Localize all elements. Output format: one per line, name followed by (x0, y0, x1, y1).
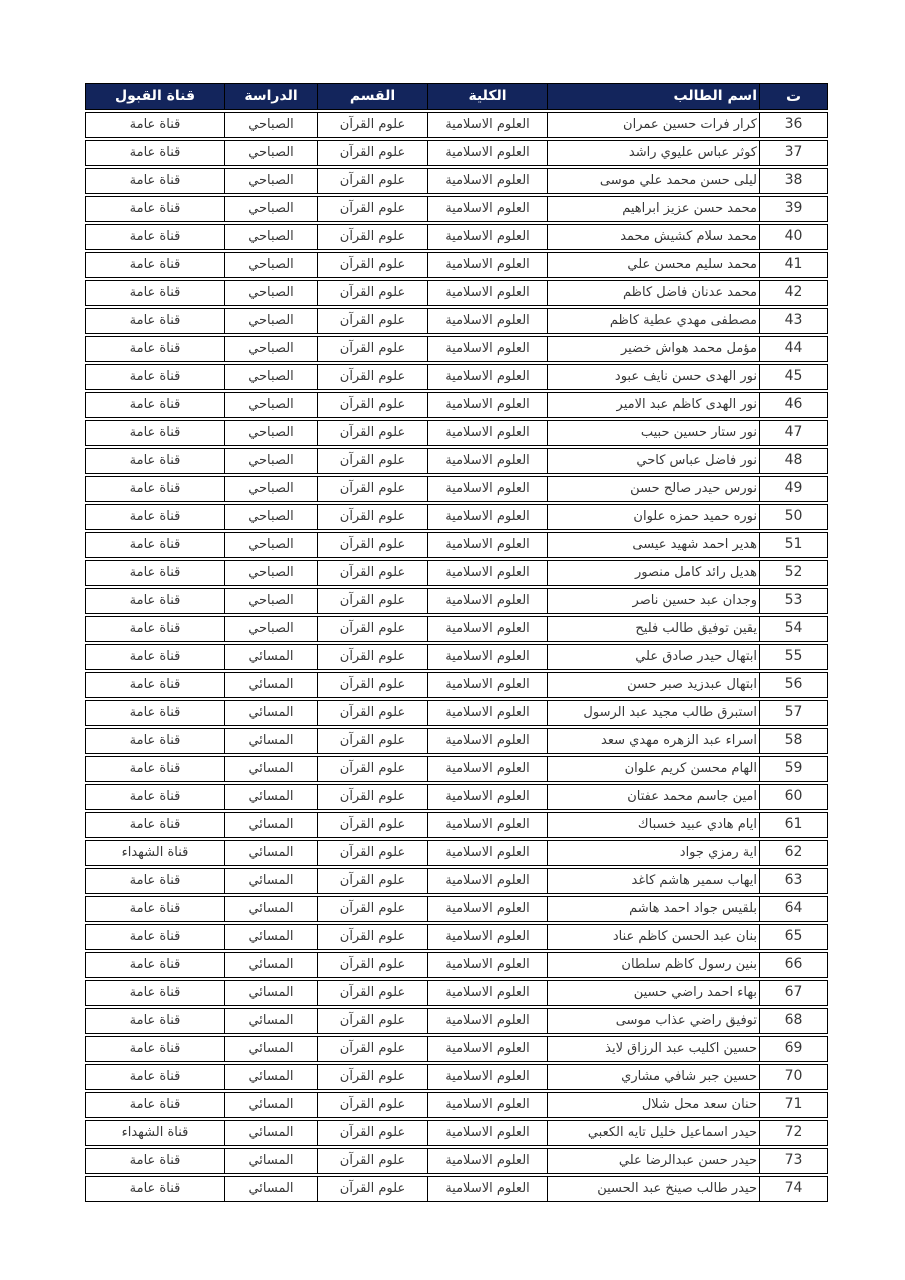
department: علوم القرآن (317, 1065, 427, 1089)
study-type: المسائي (224, 701, 317, 725)
admission-channel: قناة عامة (129, 229, 181, 244)
table-row (85, 112, 828, 138)
student-name: مؤمل محمد هواش خضير (547, 337, 759, 361)
admission-channel: قناة عامة (129, 481, 181, 496)
department: علوم القرآن (317, 1037, 427, 1061)
table-row (85, 1120, 828, 1146)
department: علوم القرآن (317, 589, 427, 613)
college: العلوم الاسلامية (427, 141, 547, 165)
department: علوم القرآن (317, 337, 427, 361)
college: العلوم الاسلامية (427, 1037, 547, 1061)
admission-channel: قناة عامة (129, 1097, 181, 1112)
row-number: 64 (759, 897, 827, 921)
department: علوم القرآن (317, 225, 427, 249)
row-number: 73 (759, 1149, 827, 1173)
college: العلوم الاسلامية (427, 589, 547, 613)
admission-channel: قناة الشهداء (121, 1125, 189, 1140)
student-name: ابتهال حيدر صادق علي (547, 645, 759, 669)
admission-channel: قناة عامة (129, 593, 181, 608)
department: علوم القرآن (317, 645, 427, 669)
student-name: كوثر عباس عليوي راشد (547, 141, 759, 165)
department: علوم القرآن (317, 141, 427, 165)
department: علوم القرآن (317, 953, 427, 977)
students-table (85, 83, 828, 1202)
table-row (85, 392, 828, 418)
study-type: الصباحي (224, 617, 317, 641)
study-type: الصباحي (224, 589, 317, 613)
department: علوم القرآن (317, 449, 427, 473)
table-row (85, 308, 828, 334)
row-number: 66 (759, 953, 827, 977)
college: العلوم الاسلامية (427, 1065, 547, 1089)
student-name: محمد عدنان فاضل كاظم (547, 281, 759, 305)
admission-channel: قناة عامة (129, 789, 181, 804)
department: علوم القرآن (317, 1093, 427, 1117)
student-name: حيدر طالب صينخ عبد الحسين (547, 1177, 759, 1201)
department: علوم القرآن (317, 841, 427, 865)
row-number: 71 (759, 1093, 827, 1117)
department: علوم القرآن (317, 1009, 427, 1033)
student-name: ليلى حسن محمد علي موسى (547, 169, 759, 193)
college: العلوم الاسلامية (427, 673, 547, 697)
college: العلوم الاسلامية (427, 925, 547, 949)
admission-channel: قناة عامة (129, 985, 181, 1000)
study-type: الصباحي (224, 365, 317, 389)
row-number: 43 (759, 309, 827, 333)
table-row (85, 420, 828, 446)
table-row (85, 504, 828, 530)
row-number: 68 (759, 1009, 827, 1033)
department: علوم القرآن (317, 393, 427, 417)
table-row (85, 224, 828, 250)
row-number: 60 (759, 785, 827, 809)
department: علوم القرآن (317, 197, 427, 221)
college: العلوم الاسلامية (427, 421, 547, 445)
student-name: هدير احمد شهيد عيسى (547, 533, 759, 557)
student-name: استبرق طالب مجيد عبد الرسول (547, 701, 759, 725)
admission-channel: قناة عامة (129, 369, 181, 384)
row-number: 56 (759, 673, 827, 697)
admission-channel: قناة عامة (129, 761, 181, 776)
college: العلوم الاسلامية (427, 813, 547, 837)
admission-channel: قناة عامة (129, 957, 181, 972)
study-type: المسائي (224, 1037, 317, 1061)
study-type: المسائي (224, 673, 317, 697)
admission-channel: قناة عامة (129, 817, 181, 832)
college: العلوم الاسلامية (427, 449, 547, 473)
student-name: نورس حيدر صالح حسن (547, 477, 759, 501)
row-number: 46 (759, 393, 827, 417)
department: علوم القرآن (317, 169, 427, 193)
department: علوم القرآن (317, 533, 427, 557)
table-row (85, 896, 828, 922)
row-number: 40 (759, 225, 827, 249)
college: العلوم الاسلامية (427, 337, 547, 361)
student-name: امين جاسم محمد عفتان (547, 785, 759, 809)
college: العلوم الاسلامية (427, 309, 547, 333)
table-row (85, 448, 828, 474)
college: العلوم الاسلامية (427, 869, 547, 893)
admission-channel: قناة عامة (129, 705, 181, 720)
student-name: ايهاب سمير هاشم كاغد (547, 869, 759, 893)
department: علوم القرآن (317, 505, 427, 529)
college: العلوم الاسلامية (427, 561, 547, 585)
department: علوم القرآن (317, 869, 427, 893)
study-type: الصباحي (224, 169, 317, 193)
college: العلوم الاسلامية (427, 1149, 547, 1173)
department: علوم القرآن (317, 617, 427, 641)
college: العلوم الاسلامية (427, 841, 547, 865)
table-row (85, 868, 828, 894)
table-row (85, 840, 828, 866)
admission-channel: قناة عامة (129, 1153, 181, 1168)
admission-channel: قناة عامة (129, 397, 181, 412)
row-number: 61 (759, 813, 827, 837)
admission-channel: قناة عامة (129, 117, 181, 132)
student-name: نور الهدى كاظم عبد الامير (547, 393, 759, 417)
department: علوم القرآن (317, 113, 427, 137)
admission-channel: قناة عامة (129, 341, 181, 356)
table-row (85, 952, 828, 978)
row-number: 38 (759, 169, 827, 193)
student-name: بهاء احمد راضي حسين (547, 981, 759, 1005)
table-row (85, 560, 828, 586)
student-name: محمد حسن عزيز ابراهيم (547, 197, 759, 221)
table-row (85, 532, 828, 558)
department: علوم القرآن (317, 309, 427, 333)
study-type: الصباحي (224, 141, 317, 165)
college: العلوم الاسلامية (427, 365, 547, 389)
study-type: الصباحي (224, 113, 317, 137)
row-number: 48 (759, 449, 827, 473)
row-number: 58 (759, 729, 827, 753)
table-row (85, 756, 828, 782)
row-number: 39 (759, 197, 827, 221)
study-type: المسائي (224, 925, 317, 949)
college: العلوم الاسلامية (427, 1121, 547, 1145)
study-type: الصباحي (224, 337, 317, 361)
student-name: يقين توفيق طالب فليح (547, 617, 759, 641)
college: العلوم الاسلامية (427, 505, 547, 529)
department: علوم القرآن (317, 729, 427, 753)
student-name: بنان عبد الحسن كاظم عناد (547, 925, 759, 949)
header-study-type: الدراسة (224, 84, 317, 109)
student-name: بلقيس جواد احمد هاشم (547, 897, 759, 921)
department: علوم القرآن (317, 1149, 427, 1173)
admission-channel: قناة عامة (129, 1013, 181, 1028)
department: علوم القرآن (317, 701, 427, 725)
college: العلوم الاسلامية (427, 253, 547, 277)
department: علوم القرآن (317, 757, 427, 781)
college: العلوم الاسلامية (427, 225, 547, 249)
student-name: بنين رسول كاظم سلطان (547, 953, 759, 977)
department: علوم القرآن (317, 673, 427, 697)
department: علوم القرآن (317, 477, 427, 501)
row-number: 57 (759, 701, 827, 725)
row-number: 63 (759, 869, 827, 893)
admission-channel: قناة عامة (129, 1181, 181, 1196)
department: علوم القرآن (317, 925, 427, 949)
study-type: المسائي (224, 1121, 317, 1145)
admission-channel: قناة الشهداء (121, 845, 189, 860)
admission-channel: قناة عامة (129, 257, 181, 272)
admission-channel: قناة عامة (129, 285, 181, 300)
row-number: 69 (759, 1037, 827, 1061)
study-type: الصباحي (224, 505, 317, 529)
table-row (85, 252, 828, 278)
department: علوم القرآن (317, 1121, 427, 1145)
study-type: الصباحي (224, 225, 317, 249)
header-student-name: اسم الطالب (547, 84, 759, 109)
row-number: 47 (759, 421, 827, 445)
table-row (85, 1148, 828, 1174)
department: علوم القرآن (317, 813, 427, 837)
study-type: المسائي (224, 981, 317, 1005)
study-type: الصباحي (224, 281, 317, 305)
admission-channel: قناة عامة (129, 509, 181, 524)
college: العلوم الاسلامية (427, 281, 547, 305)
college: العلوم الاسلامية (427, 897, 547, 921)
college: العلوم الاسلامية (427, 1177, 547, 1201)
header-number: ت (759, 84, 827, 109)
college: العلوم الاسلامية (427, 1009, 547, 1033)
student-name: نور ستار حسين حبيب (547, 421, 759, 445)
student-name: وجدان عبد حسين ناصر (547, 589, 759, 613)
department: علوم القرآن (317, 785, 427, 809)
college: العلوم الاسلامية (427, 729, 547, 753)
college: العلوم الاسلامية (427, 617, 547, 641)
row-number: 54 (759, 617, 827, 641)
college: العلوم الاسلامية (427, 785, 547, 809)
college: العلوم الاسلامية (427, 533, 547, 557)
student-name: حيدر اسماعيل خليل تايه الكعبي (547, 1121, 759, 1145)
admission-channel: قناة عامة (129, 537, 181, 552)
study-type: المسائي (224, 953, 317, 977)
department: علوم القرآن (317, 981, 427, 1005)
study-type: المسائي (224, 785, 317, 809)
study-type: الصباحي (224, 533, 317, 557)
college: العلوم الاسلامية (427, 757, 547, 781)
student-name: اسراء عبد الزهره مهدي سعد (547, 729, 759, 753)
row-number: 59 (759, 757, 827, 781)
row-number: 67 (759, 981, 827, 1005)
row-number: 44 (759, 337, 827, 361)
admission-channel: قناة عامة (129, 313, 181, 328)
study-type: الصباحي (224, 449, 317, 473)
table-row (85, 588, 828, 614)
study-type: المسائي (224, 869, 317, 893)
row-number: 53 (759, 589, 827, 613)
table-row (85, 700, 828, 726)
admission-channel: قناة عامة (129, 621, 181, 636)
table-row (85, 1036, 828, 1062)
student-name: نور فاضل عباس كاحي (547, 449, 759, 473)
row-number: 52 (759, 561, 827, 585)
table-row (85, 336, 828, 362)
row-number: 65 (759, 925, 827, 949)
college: العلوم الاسلامية (427, 477, 547, 501)
admission-channel: قناة عامة (129, 1041, 181, 1056)
college: العلوم الاسلامية (427, 197, 547, 221)
row-number: 62 (759, 841, 827, 865)
department: علوم القرآن (317, 421, 427, 445)
student-name: نور الهدى حسن نايف عبود (547, 365, 759, 389)
header-admission-channel: قناة القبول (114, 88, 196, 104)
student-name: كرار فرات حسين عمران (547, 113, 759, 137)
table-row (85, 1008, 828, 1034)
admission-channel: قناة عامة (129, 677, 181, 692)
study-type: المسائي (224, 1093, 317, 1117)
department: علوم القرآن (317, 281, 427, 305)
study-type: المسائي (224, 729, 317, 753)
admission-channel: قناة عامة (129, 1069, 181, 1084)
table-row (85, 924, 828, 950)
admission-channel: قناة عامة (129, 425, 181, 440)
row-number: 41 (759, 253, 827, 277)
student-name: حسين جبر شافي مشاري (547, 1065, 759, 1089)
study-type: المسائي (224, 1149, 317, 1173)
study-type: الصباحي (224, 561, 317, 585)
study-type: الصباحي (224, 477, 317, 501)
study-type: المسائي (224, 841, 317, 865)
row-number: 51 (759, 533, 827, 557)
admission-channel: قناة عامة (129, 901, 181, 916)
table-row (85, 168, 828, 194)
study-type: المسائي (224, 1177, 317, 1201)
student-name: محمد سلام كشيش محمد (547, 225, 759, 249)
study-type: الصباحي (224, 421, 317, 445)
admission-channel: قناة عامة (129, 145, 181, 160)
row-number: 74 (759, 1177, 827, 1201)
student-name: توفيق راضي عذاب موسى (547, 1009, 759, 1033)
college: العلوم الاسلامية (427, 981, 547, 1005)
table-row (85, 140, 828, 166)
study-type: المسائي (224, 757, 317, 781)
table-row (85, 1176, 828, 1202)
row-number: 70 (759, 1065, 827, 1089)
college: العلوم الاسلامية (427, 701, 547, 725)
admission-channel: قناة عامة (129, 201, 181, 216)
table-row (85, 728, 828, 754)
admission-channel: قناة عامة (129, 873, 181, 888)
table-row (85, 280, 828, 306)
admission-channel: قناة عامة (129, 173, 181, 188)
header-department: القسم (317, 84, 427, 109)
department: علوم القرآن (317, 253, 427, 277)
row-number: 55 (759, 645, 827, 669)
department: علوم القرآن (317, 897, 427, 921)
table-row (85, 644, 828, 670)
college: العلوم الاسلامية (427, 113, 547, 137)
table-body (85, 112, 828, 1202)
table-row (85, 364, 828, 390)
student-name: اية رمزي جواد (547, 841, 759, 865)
table-row (85, 616, 828, 642)
student-name: الهام محسن كريم علوان (547, 757, 759, 781)
study-type: المسائي (224, 1065, 317, 1089)
table-row (85, 476, 828, 502)
study-type: المسائي (224, 813, 317, 837)
college: العلوم الاسلامية (427, 953, 547, 977)
student-name: حيدر حسن عبدالرضا علي (547, 1149, 759, 1173)
row-number: 50 (759, 505, 827, 529)
department: علوم القرآن (317, 365, 427, 389)
department: علوم القرآن (317, 561, 427, 585)
admission-channel: قناة عامة (129, 929, 181, 944)
study-type: المسائي (224, 1009, 317, 1033)
header-college: الكلية (427, 84, 547, 109)
study-type: المسائي (224, 897, 317, 921)
college: العلوم الاسلامية (427, 393, 547, 417)
student-name: حنان سعد محل شلال (547, 1093, 759, 1117)
college: العلوم الاسلامية (427, 169, 547, 193)
row-number: 37 (759, 141, 827, 165)
student-name: محمد سليم محسن علي (547, 253, 759, 277)
admission-channel: قناة عامة (129, 565, 181, 580)
table-row (85, 812, 828, 838)
row-number: 42 (759, 281, 827, 305)
table-header-row (85, 83, 828, 110)
table-row (85, 672, 828, 698)
college: العلوم الاسلامية (427, 645, 547, 669)
admission-channel: قناة عامة (129, 453, 181, 468)
department: علوم القرآن (317, 1177, 427, 1201)
study-type: الصباحي (224, 309, 317, 333)
table-row (85, 1064, 828, 1090)
admission-channel: قناة عامة (129, 649, 181, 664)
student-name: هديل رائد كامل منصور (547, 561, 759, 585)
row-number: 45 (759, 365, 827, 389)
admission-channel: قناة عامة (129, 733, 181, 748)
study-type: الصباحي (224, 393, 317, 417)
row-number: 72 (759, 1121, 827, 1145)
study-type: الصباحي (224, 253, 317, 277)
student-name: ايام هادي عبيد خسباك (547, 813, 759, 837)
row-number: 49 (759, 477, 827, 501)
student-name: نوره حميد حمزه علوان (547, 505, 759, 529)
table-row (85, 196, 828, 222)
student-name: مصطفى مهدي عطية كاظم (547, 309, 759, 333)
student-name: حسين اكليب عبد الرزاق لايذ (547, 1037, 759, 1061)
table-row (85, 784, 828, 810)
table-row (85, 980, 828, 1006)
row-number: 36 (759, 113, 827, 137)
student-name: ابتهال عبدزيد صبر حسن (547, 673, 759, 697)
table-row (85, 1092, 828, 1118)
college: العلوم الاسلامية (427, 1093, 547, 1117)
study-type: المسائي (224, 645, 317, 669)
study-type: الصباحي (224, 197, 317, 221)
